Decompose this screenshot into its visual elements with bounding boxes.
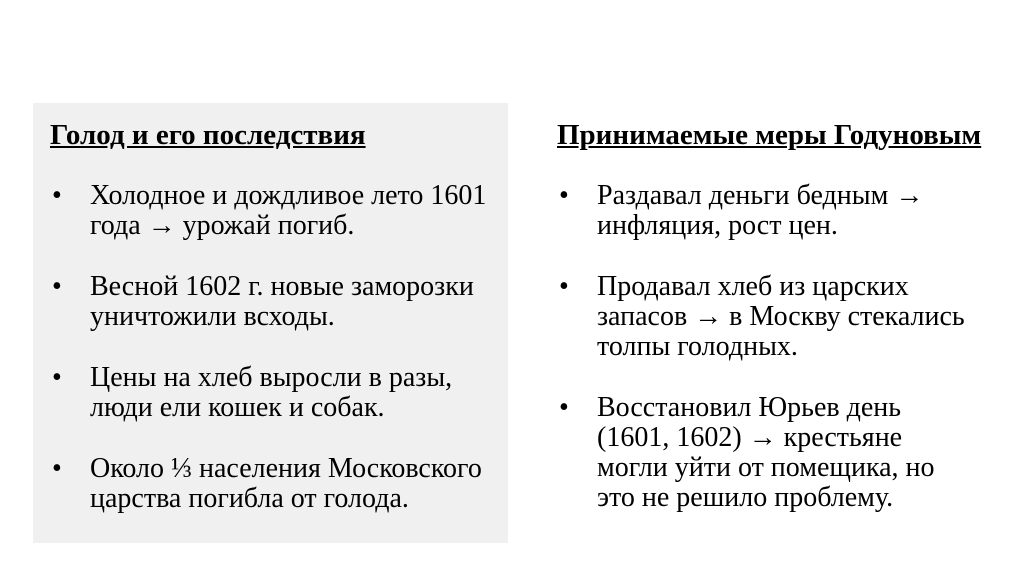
right-bullet-list: [557, 181, 977, 513]
left-bullet-list: [50, 181, 495, 514]
list-item: • Около ⅓ населения Московского царства погибла от голода.: [50, 454, 495, 514]
left-panel-title: Голод и его последствия: [50, 119, 366, 151]
famine-consequences-panel: [33, 103, 508, 543]
list-item: • Восстановил Юрьев день (1601, 1602) → крестьяне могли уйти от помещика, но это не решило проблему.: [557, 393, 977, 513]
list-item: • Цены на хлеб выросли в разы, люди ели кошек и собак.: [50, 363, 495, 423]
right-panel-title: Принимаемые меры Годуновым: [557, 119, 982, 151]
list-item: • Весной 1602 г. новые заморозки уничтожили всходы.: [50, 272, 495, 332]
list-item: • Холодное и дождливое лето 1601 года → урожай погиб.: [50, 181, 495, 241]
list-item: • Раздавал деньги бедным → инфляция, рост цен.: [557, 181, 977, 241]
list-item: • Продавал хлеб из царских запасов → в Москву стекались толпы голодных.: [557, 272, 977, 362]
godunov-measures-panel: [557, 103, 997, 513]
